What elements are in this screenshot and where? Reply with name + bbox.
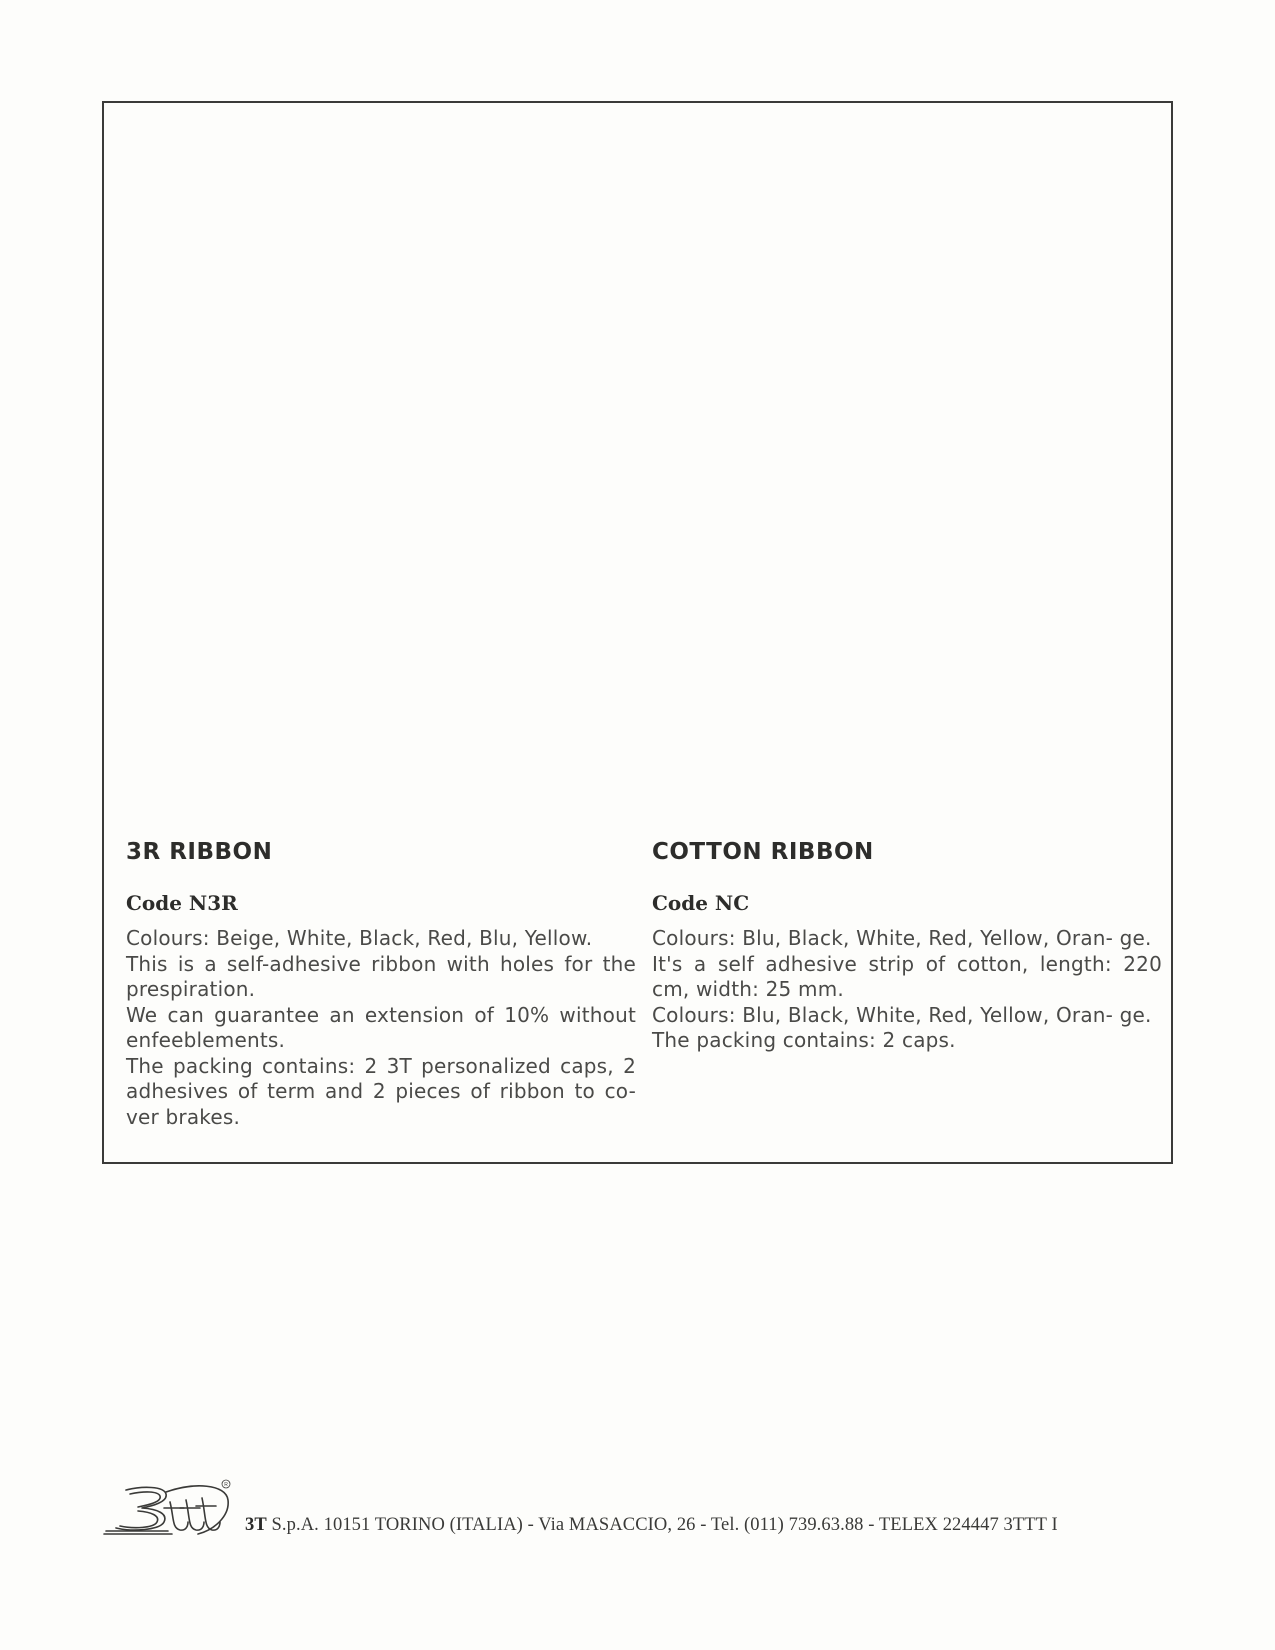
description-line: This is a self-adhesive ribbon with holes for the prespiration.	[126, 951, 636, 1001]
company-name: 3T	[245, 1515, 267, 1535]
section-description	[652, 926, 1162, 1054]
page-footer	[102, 1478, 1182, 1538]
section-title: 3R RIBBON	[126, 839, 273, 865]
3ttt-logo-icon	[102, 1478, 232, 1538]
product-code: Code N3R	[126, 891, 238, 915]
description-line: We can guarantee an extension of 10% without enfeeblements.	[126, 1002, 636, 1052]
description-line: The packing contains: 2 caps.	[652, 1028, 956, 1052]
company-address	[245, 1515, 1058, 1536]
description-line: It's a self adhesive strip of cotton, length: 220 cm, width: 25 mm.	[652, 951, 1162, 1001]
section-cotton-ribbon	[652, 838, 1162, 1054]
section-3r-ribbon	[126, 838, 636, 1130]
product-code: Code NC	[652, 891, 750, 915]
section-title: COTTON RIBBON	[652, 839, 874, 865]
svg-text:R: R	[224, 1482, 228, 1489]
section-description	[126, 926, 636, 1130]
description-line: The packing contains: 2 3T personalized caps, 2 adhesives of term and 2 pieces of ribbon to co- ver brakes.	[126, 1053, 636, 1129]
description-line: Colours: Blu, Black, White, Red, Yellow, Oran- ge.	[652, 1002, 1152, 1027]
description-line: Colours: Beige, White, Black, Red, Blu, Yellow.	[126, 926, 593, 950]
address-text: S.p.A. 10151 TORINO (ITALIA) - Via MASACCIO, 26 - Tel. (011) 739.63.88 - TELEX 224447 3TTT I	[271, 1515, 1058, 1535]
description-line: Colours: Blu, Black, White, Red, Yellow, Oran- ge.	[652, 926, 1152, 950]
